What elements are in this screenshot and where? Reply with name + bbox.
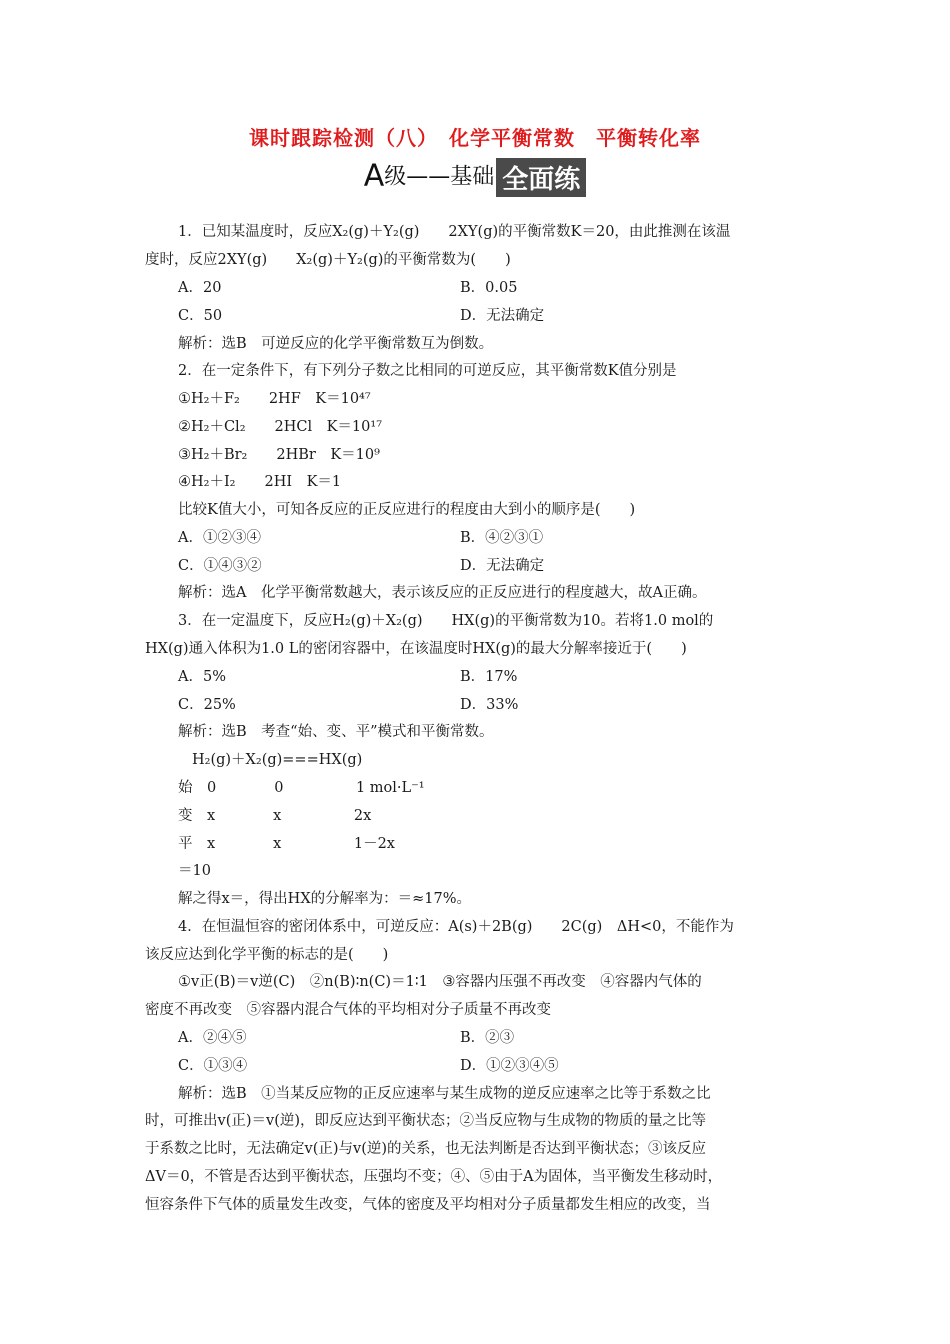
- q2-reaction-2: ②H₂＋Cl₂ 2HCl K＝10¹⁷: [178, 419, 383, 435]
- q2-stem: 2．在一定条件下，有下列分子数之比相同的可逆反应，其平衡常数K值分别是: [178, 363, 677, 379]
- page-title: 课时跟踪检测（八） 化学平衡常数 平衡转化率: [249, 126, 701, 150]
- q4-option-d: D．①②③④⑤: [460, 1058, 559, 1074]
- q3-row-start: 始 0 0 1 mol·L⁻¹: [178, 780, 425, 796]
- q3-row-equilibrium: 平 x x 1－2x: [178, 836, 395, 852]
- q2-option-c: C．①④③②: [178, 558, 262, 574]
- level-badge: 全面练: [496, 158, 586, 197]
- q3-option-d: D．33%: [460, 697, 519, 713]
- level-letter: A: [363, 158, 385, 194]
- q2-reaction-4: ④H₂＋I₂ 2HI K＝1: [178, 474, 342, 490]
- q3-option-c: C．25%: [178, 697, 236, 713]
- q2-compare: 比较K值大小，可知各反应的正反应进行的程度由大到小的顺序是( ): [178, 502, 636, 518]
- q3-option-b: B．17%: [460, 669, 518, 685]
- q1-option-b: B．0.05: [460, 280, 518, 296]
- q4-stem-1: 4．在恒温恒容的密闭体系中，可逆反应：A(s)＋2B(g) 2C(g) ΔH<0，不能作为: [178, 919, 734, 935]
- q4-analysis-5: 恒容条件下气体的质量发生改变，气体的密度及平均相对分子质量都发生相应的改变，当: [145, 1197, 711, 1213]
- level-text: 级——基础: [384, 164, 495, 190]
- q2-reaction-3: ③H₂＋Br₂ 2HBr K＝10⁹: [178, 447, 380, 463]
- q4-conditions-1: ①v正(B)＝v逆(C) ②n(B)∶n(C)＝1∶1 ③容器内压强不再改变 ④容器内气体的: [178, 974, 702, 990]
- q3-analysis: 解析：选B 考查“始、变、平”模式和平衡常数。: [178, 724, 494, 740]
- q2-option-d: D．无法确定: [460, 558, 545, 574]
- q3-equation: H₂(g)＋X₂(g)===HX(g): [192, 752, 363, 768]
- q1-option-c: C．50: [178, 308, 223, 324]
- q2-analysis: 解析：选A 化学平衡常数越大，表示该反应的正反应进行的程度越大，故A正确。: [178, 585, 707, 601]
- q4-analysis-3: 于系数之比时，无法确定v(正)与v(逆)的关系，也无法判断是否达到平衡状态；③该反应: [145, 1141, 707, 1157]
- q1-option-a: A．20: [178, 280, 222, 296]
- q4-option-a: A．②④⑤: [178, 1030, 247, 1046]
- q1-analysis: 解析：选B 可逆反应的化学平衡常数互为倒数。: [178, 336, 494, 352]
- q3-stem-1: 3．在一定温度下，反应H₂(g)＋X₂(g) HX(g)的平衡常数为10。若将1.0 mol的: [178, 613, 714, 629]
- q3-stem-2: HX(g)通入体积为1.0 L的密闭容器中，在该温度时HX(g)的最大分解率接近于( ): [145, 641, 687, 657]
- q2-option-b: B．④②③①: [460, 530, 544, 546]
- q3-solve: 解之得x＝，得出HX的分解率为：＝≈17%。: [178, 891, 472, 907]
- q1-stem-1: 1．已知某温度时，反应X₂(g)＋Y₂(g) 2XY(g)的平衡常数K＝20，由此推测在该温: [178, 224, 731, 240]
- q4-option-b: B．②③: [460, 1030, 515, 1046]
- level-heading: [0, 158, 950, 197]
- q4-option-c: C．①③④: [178, 1058, 248, 1074]
- q3-k-line: ＝10: [178, 863, 211, 879]
- q1-option-d: D．无法确定: [460, 308, 545, 324]
- q4-stem-2: 该反应达到化学平衡的标志的是( ): [145, 947, 389, 963]
- q2-reaction-1: ①H₂＋F₂ 2HF K＝10⁴⁷: [178, 391, 371, 407]
- q4-analysis-2: 时，可推出v(正)＝v(逆)，即反应达到平衡状态；②当反应物与生成物的物质的量之比等: [145, 1113, 707, 1129]
- q4-analysis-1: 解析：选B ①当某反应物的正反应速率与某生成物的逆反应速率之比等于系数之比: [178, 1086, 711, 1102]
- q3-row-change: 变 x x 2x: [178, 808, 372, 824]
- q4-conditions-2: 密度不再改变 ⑤容器内混合气体的平均相对分子质量不再改变: [145, 1002, 551, 1018]
- q4-analysis-4: ΔV＝0，不管是否达到平衡状态，压强均不变；④、⑤由于A为固体，当平衡发生移动时，: [145, 1169, 723, 1185]
- q2-option-a: A．①②③④: [178, 530, 261, 546]
- q1-stem-2: 度时，反应2XY(g) X₂(g)＋Y₂(g)的平衡常数为( ): [145, 252, 511, 268]
- q3-option-a: A．5%: [178, 669, 226, 685]
